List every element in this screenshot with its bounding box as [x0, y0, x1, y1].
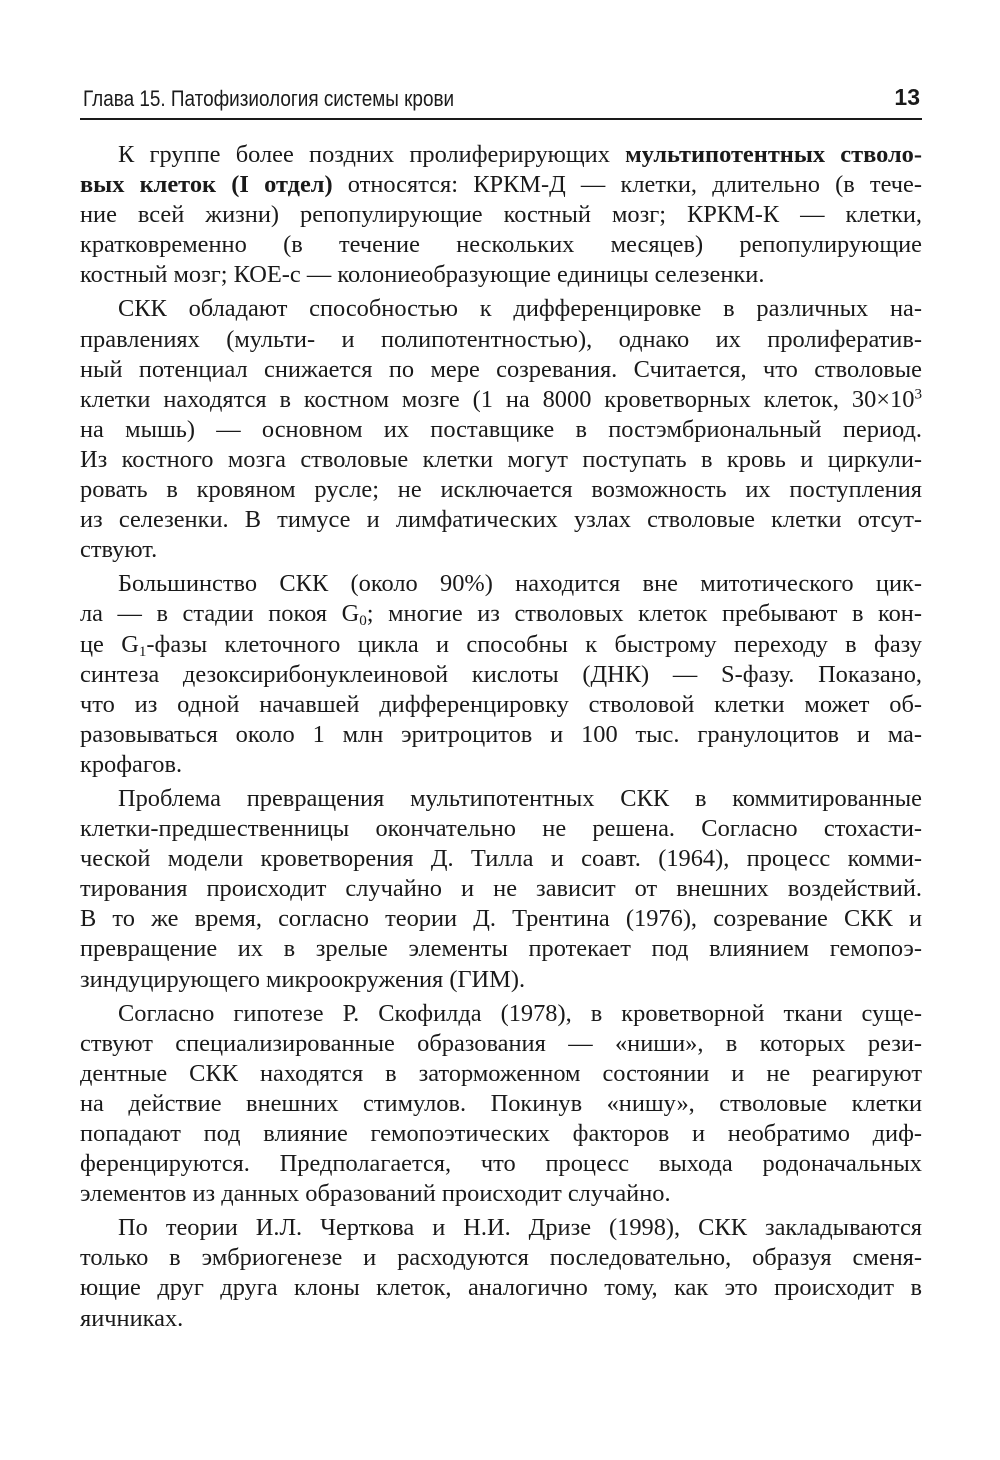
- text-line: зиндуцирующего микроокружения (ГИМ).: [80, 965, 526, 993]
- text-line: СКК обладают способностью к дифференцировке в различных на-: [118, 295, 922, 323]
- text-line: яичниках.: [80, 1304, 184, 1332]
- text-line: ференцируются. Предполагается, что процесс выхода родоначальных: [80, 1150, 922, 1178]
- text-line: ный потенциал снижается по мере созревания. Считается, что стволовые: [80, 355, 922, 383]
- text-line: ющие друг друга клоны клеток, аналогично тому, как это происходит в: [80, 1274, 922, 1302]
- text-line: Большинство СКК (около 90%) находится вне митотического цик-: [118, 570, 922, 598]
- body-text: [80, 140, 922, 1334]
- text-line: только в эмбриогенезе и расходуются последовательно, образуя сменя-: [80, 1244, 922, 1272]
- text-line: К группе более поздних пролиферирующих мультипотентных стволо-: [118, 141, 922, 168]
- text-line: В то же время, согласно теории Д. Трентина (1976), созревание СКК и: [80, 905, 922, 933]
- text-line: крофагов.: [80, 750, 183, 778]
- text-line: попадают под влияние гемопоэтических факторов и необратимо диф-: [80, 1120, 922, 1147]
- chapter-title: Глава 15. Патофизиология системы крови: [83, 86, 455, 111]
- text-line: синтеза дезоксирибонуклеиновой кислоты (ДНК) — S-фазу. Показано,: [80, 660, 922, 688]
- text-line: тирования происходит случайно и не зависит от внешних воздействий.: [80, 875, 922, 903]
- text-line: ровать в кровяном русле; не исключается возможность их поступления: [80, 476, 922, 504]
- text-line: кратковременно (в течение нескольких месяцев) репопулирующие: [80, 231, 922, 259]
- subscript: 0: [359, 613, 367, 630]
- text-line: костный мозг; КОЕ-с — колониеобразующие единицы селезенки.: [80, 261, 765, 289]
- superscript: 3: [914, 386, 922, 403]
- text-line: По теории И.Л. Черткова и Н.И. Дризе (1998), СКК закладываются: [118, 1214, 922, 1242]
- bold-term: мультипотентных стволо-: [625, 141, 922, 168]
- text-line: превращение их в зрелые элементы протекает под влиянием гемопоэ-: [80, 935, 922, 963]
- text-line: правлениях (мульти- и полипотентностью), однако их пролифератив-: [80, 325, 922, 353]
- subscript: 1: [138, 643, 147, 660]
- text-line: ствуют специализированные образования — «ниши», в которых рези-: [80, 1029, 922, 1057]
- paragraph: [80, 569, 922, 780]
- text-line: клетки находятся в костном мозге (1 на 8000 кроветворных клеток, $30\times 10^3$: [80, 385, 922, 413]
- text-line: на мышь) — основном их поставщике в постэмбриональный период.: [80, 415, 922, 443]
- text-line: ствуют.: [80, 536, 158, 564]
- text-line: что из одной начавшей дифференцировку стволовой клетки может об-: [80, 690, 922, 718]
- paragraph: [80, 294, 922, 565]
- text-line: элементов из данных образований происходит случайно.: [80, 1180, 671, 1208]
- page-number: 13: [894, 84, 920, 110]
- paragraph: [80, 1213, 922, 1333]
- text-line: ла — в стадии покоя $G_0$; многие из стволовых клеток пребывают в кон-: [80, 600, 922, 630]
- bold-term: вых клеток (I отдел): [80, 171, 333, 199]
- text-line: Проблема превращения мультипотентных СКК в коммитированные: [118, 784, 922, 812]
- text-line: разовываться около 1 млн эритроцитов и 100 тыс. гранулоцитов и ма-: [80, 720, 922, 748]
- text-line: ние всей жизни) репопулирующие костный мозг; КРКМ-К — клетки,: [80, 201, 922, 229]
- paragraph: [80, 999, 922, 1210]
- text-line: дентные СКК находятся в заторможенном состоянии и не реагируют: [80, 1059, 922, 1087]
- page-header: [80, 84, 922, 120]
- text-line: це $G_1$-фазы клеточного цикла и способны к быстрому переходу в фазу: [80, 630, 922, 660]
- text-line: вых клеток (I отдел) относятся: КРКМ-Д — клетки, длительно (в тече-: [80, 171, 923, 199]
- text-line: из селезенки. В тимусе и лимфатических узлах стволовые клетки отсут-: [80, 506, 922, 534]
- paragraph: [80, 140, 922, 290]
- text-line: на действие внешних стимулов. Покинув «нишу», стволовые клетки: [80, 1089, 922, 1117]
- text-line: Согласно гипотезе Р. Скофилда (1978), в кроветворной ткани суще-: [118, 999, 922, 1027]
- text-line: Из костного мозга стволовые клетки могут поступать в кровь и циркули-: [80, 445, 922, 473]
- text-line: клетки-предшественницы окончательно не решена. Согласно стохасти-: [80, 815, 922, 843]
- paragraph: [80, 784, 922, 995]
- text-line: ческой модели кроветворения Д. Тилла и соавт. (1964), процесс комми-: [80, 845, 922, 873]
